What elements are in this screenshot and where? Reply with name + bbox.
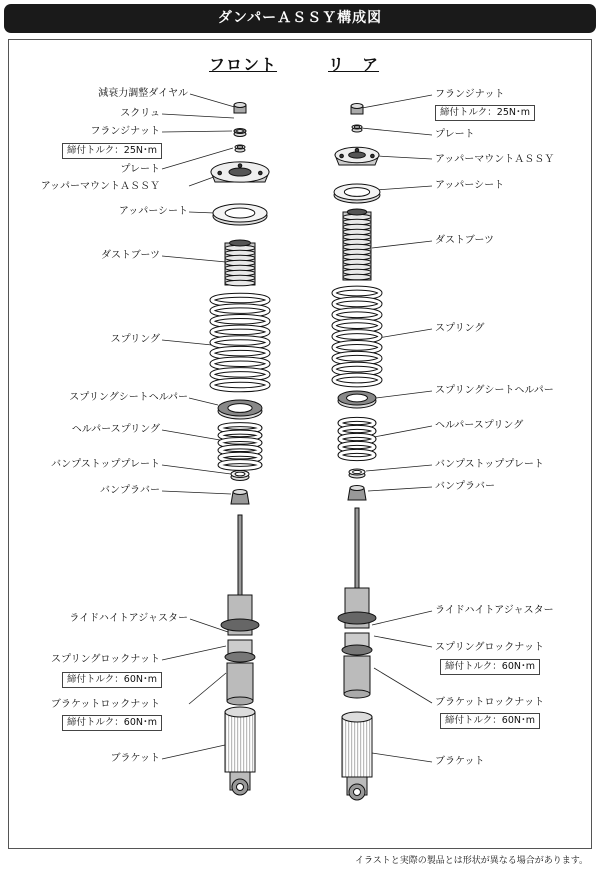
front-part-damper-body [221, 515, 259, 705]
front-label-flange-nut: フランジナット [90, 126, 160, 137]
front-label-ride-height: ライドハイトアジャスター [69, 613, 188, 624]
rear-label-helper-spring: ヘルパースプリング [435, 420, 524, 431]
leader-line-26 [372, 611, 432, 625]
rear-torque-bracket-locknut: 締付トルク：60N･m [440, 713, 540, 729]
rear-part-bump-rubber [348, 486, 366, 501]
front-part-dust-boot [225, 240, 255, 286]
rear-part-seat-helper [338, 391, 376, 408]
front-torque-bracket-locknut: 締付トルク：60N･m [62, 715, 162, 731]
leader-line-14 [189, 673, 226, 704]
leader-line-27 [374, 636, 432, 647]
leader-line-20 [372, 241, 432, 248]
leader-line-22 [376, 391, 432, 398]
front-label-damping-dial: 減衰力調整ダイヤル [98, 88, 188, 99]
front-part-flange-nut [234, 129, 246, 137]
front-column-heading: フロント [209, 55, 278, 74]
front-label-upper-mount: アッパーマウントＡＳＳＹ [40, 181, 160, 192]
leader-line-1 [162, 114, 234, 118]
front-label-bump-rubber: バンプラバー [100, 485, 160, 496]
leader-line-25 [368, 487, 432, 491]
rear-part-helper-spring [340, 419, 374, 458]
front-part-bump-plate [231, 471, 249, 481]
rear-label-bump-plate: バンプストッププレート [435, 459, 544, 470]
front-part-damping-dial [234, 103, 246, 114]
front-part-upper-seat [213, 204, 267, 225]
rear-label-dust-boot: ダストブーツ [435, 235, 494, 246]
front-part-plate [235, 145, 245, 152]
front-label-screw: スクリュ [120, 108, 160, 119]
rear-part-bracket [342, 712, 372, 800]
front-label-dust-boot: ダストブーツ [101, 250, 160, 261]
rear-part-spring [334, 288, 380, 385]
leader-line-0 [190, 94, 238, 108]
front-label-spring: スプリング [110, 334, 160, 345]
rear-label-spring-locknut: スプリングロックナット [435, 642, 544, 653]
front-part-upper-mount [211, 162, 269, 182]
front-label-bracket-locknut: ブラケットロックナット [50, 699, 160, 710]
rear-label-bump-rubber: バンプラバー [435, 481, 495, 492]
rear-part-bump-plate [349, 469, 365, 478]
front-torque-flange-nut: 締付トルク：25N･m [62, 143, 162, 159]
leader-line-13 [162, 646, 226, 660]
leader-line-19 [376, 186, 432, 190]
rear-part-damper-body [338, 508, 376, 698]
front-torque-spring-locknut: 締付トルク：60N･m [62, 672, 162, 688]
rear-label-bracket: ブラケット [435, 756, 485, 767]
front-part-spring [212, 295, 268, 390]
rear-label-bracket-locknut: ブラケットロックナット [435, 697, 545, 708]
front-part-helper-spring [220, 425, 260, 469]
front-label-spring-locknut: スプリングロックナット [51, 654, 160, 665]
front-label-helper-spring: ヘルパースプリング [71, 424, 160, 435]
front-label-seat-helper: スプリングシートヘルパー [69, 392, 188, 403]
front-label-bump-plate: バンプストッププレート [51, 459, 160, 470]
rear-torque-flange-nut: 締付トルク：25N･m [435, 105, 535, 121]
rear-label-spring: スプリング [435, 323, 485, 334]
leader-line-2 [162, 131, 232, 132]
rear-torque-spring-locknut: 締付トルク：60N･m [440, 659, 540, 675]
rear-part-upper-mount [335, 147, 379, 165]
rear-label-seat-helper: スプリングシートヘルパー [435, 385, 554, 396]
leader-line-15 [162, 745, 225, 759]
leader-line-24 [366, 465, 432, 471]
leader-line-7 [162, 340, 212, 345]
leader-line-5 [189, 212, 215, 213]
rear-label-ride-height: ライドハイトアジャスター [435, 605, 554, 616]
rear-part-flange-nut [351, 104, 363, 115]
leader-line-6 [162, 256, 226, 262]
leader-line-29 [372, 753, 432, 762]
front-part-seat-helper [218, 400, 262, 419]
rear-label-flange-nut: フランジナット [435, 89, 505, 100]
footnote: イラストと実際の製品とは形状が異なる場合があります。 [354, 856, 588, 866]
leader-line-17 [361, 128, 432, 135]
leader-line-23 [374, 426, 432, 437]
rear-label-plate: プレート [435, 129, 475, 140]
rear-column-heading: リ ア [328, 55, 380, 74]
rear-label-upper-mount: アッパーマウントＡＳＳＹ [435, 154, 555, 165]
front-label-upper-seat: アッパーシート [118, 206, 188, 217]
leader-line-8 [189, 398, 218, 405]
rear-label-upper-seat: アッパーシート [435, 180, 505, 191]
leader-line-18 [377, 156, 432, 159]
rear-part-dust-boot [343, 209, 371, 280]
leader-line-28 [374, 668, 432, 703]
front-part-bracket [225, 707, 255, 795]
leader-line-9 [162, 430, 220, 440]
leader-line-21 [378, 329, 432, 338]
leader-line-11 [162, 491, 231, 494]
diagram-title: ダンパーＡＳＳＹ構成図 [4, 4, 596, 33]
rear-part-upper-seat [334, 184, 380, 203]
front-label-plate: プレート [120, 164, 160, 175]
leader-line-16 [362, 95, 432, 108]
front-label-bracket: ブラケット [110, 753, 160, 764]
rear-part-plate [352, 125, 362, 132]
front-part-bump-rubber [231, 490, 249, 505]
